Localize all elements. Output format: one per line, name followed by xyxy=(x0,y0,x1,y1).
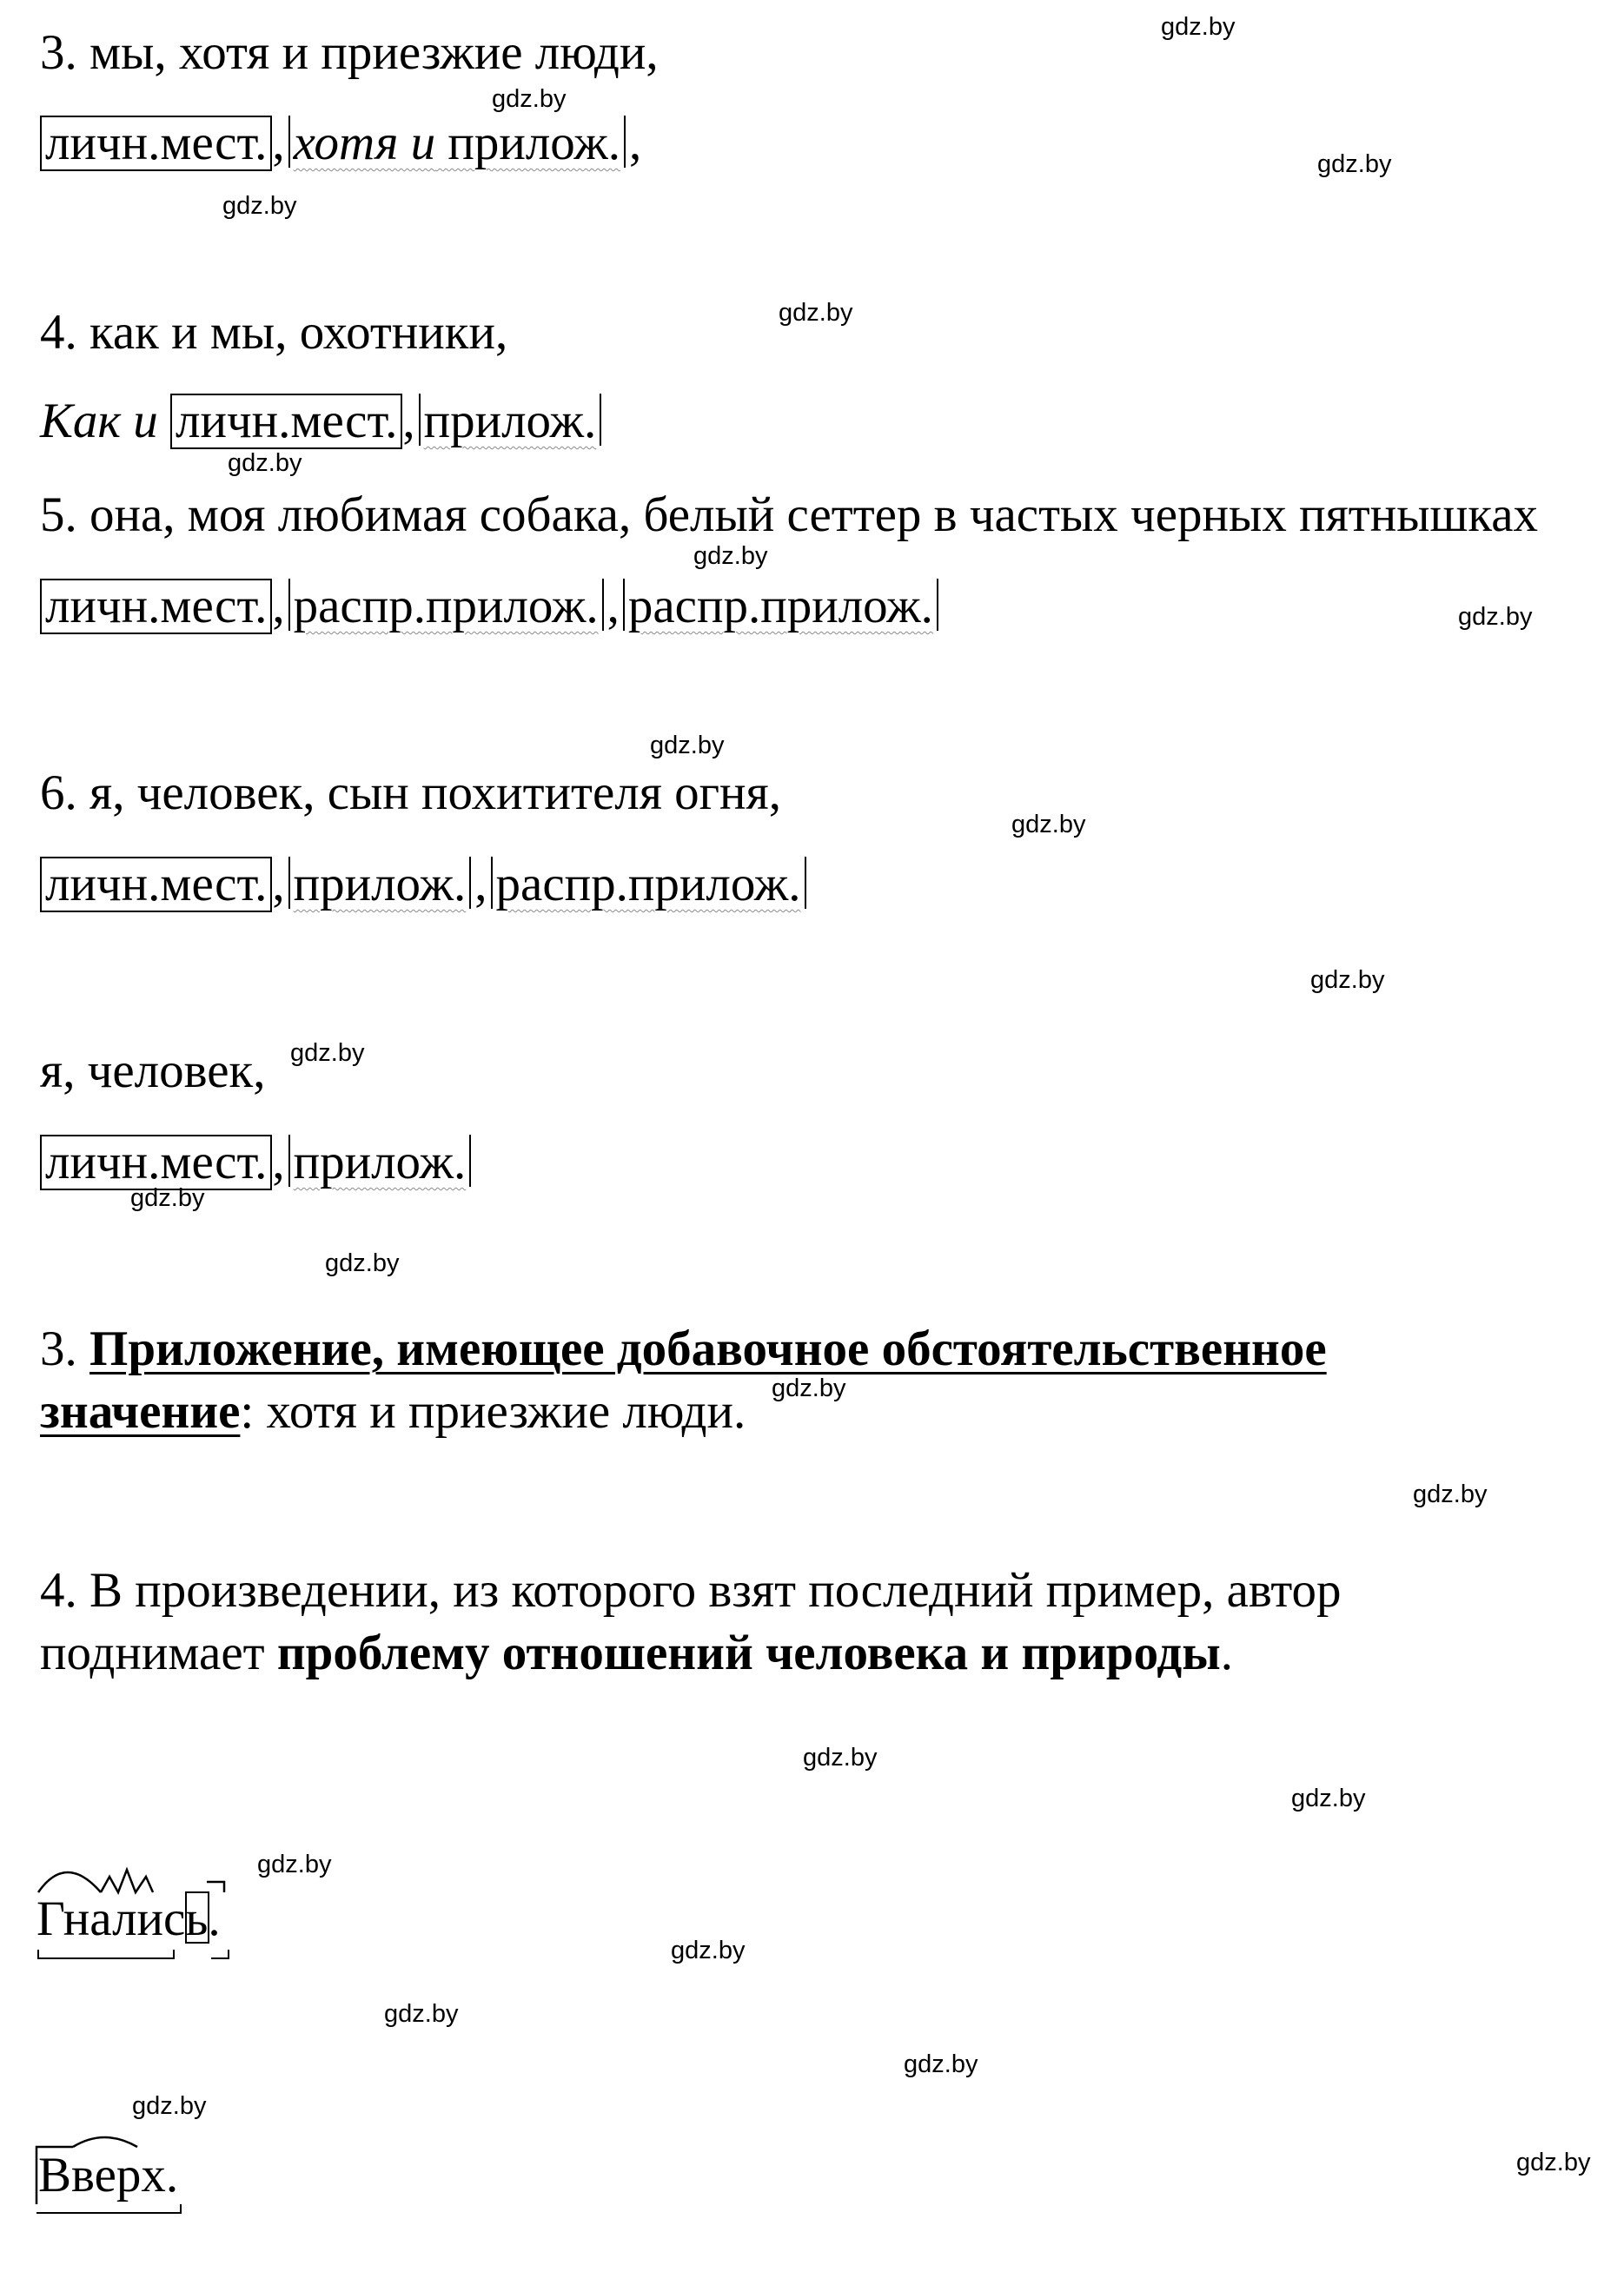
watermark: gdz.by xyxy=(290,1039,365,1067)
bar xyxy=(288,116,290,168)
comma: , xyxy=(629,116,642,170)
watermark: gdz.by xyxy=(671,1937,746,1964)
watermark: gdz.by xyxy=(1317,150,1392,178)
bar xyxy=(805,857,806,909)
item4-scheme xyxy=(40,393,605,450)
item3-line: 3. мы, хотя и приезжие люди, xyxy=(40,25,659,80)
appositive-label: прилож. xyxy=(423,394,597,448)
comma: , xyxy=(272,116,285,170)
watermark: gdz.by xyxy=(803,1744,878,1772)
answer-bold: проблему отношений человека и природы xyxy=(276,1626,1221,1680)
item3-scheme xyxy=(40,115,641,172)
watermark: gdz.by xyxy=(779,299,853,327)
item6b-line: я, человек, xyxy=(40,1043,266,1098)
watermark: gdz.by xyxy=(1291,1785,1366,1812)
parsed-word: Вверх. xyxy=(38,2148,179,2202)
item5-line: 5. она, моя любимая собака, белый сеттер в частых черных пятнышках xyxy=(40,487,1539,542)
watermark: gdz.by xyxy=(772,1374,846,1402)
watermark: gdz.by xyxy=(1516,2149,1591,2176)
bar xyxy=(937,579,938,631)
answer-text: . xyxy=(1220,1626,1234,1680)
appositive-label: распр.прилож. xyxy=(293,579,599,633)
answer4-line1: 4. В произведении, из которого взят последний пример, автор xyxy=(40,1563,1342,1618)
watermark: gdz.by xyxy=(1413,1480,1488,1508)
item6-line: 6. я, человек, сын похитителя огня, xyxy=(40,765,782,820)
watermark: gdz.by xyxy=(1011,811,1086,838)
parsed-word: Гнались. xyxy=(36,1891,221,1946)
bar xyxy=(419,394,421,446)
answer4-line2 xyxy=(40,1625,1233,1682)
watermark: gdz.by xyxy=(222,192,297,220)
item5-scheme xyxy=(40,578,942,635)
italic-conjunction: хотя и xyxy=(293,116,436,170)
pronoun-box: личн.мест. xyxy=(40,857,272,912)
morpheme-parse-2 xyxy=(33,2124,224,2220)
morpheme-parse-1 xyxy=(33,1851,242,1964)
watermark: gdz.by xyxy=(1161,13,1236,41)
appositive-label: распр.прилож. xyxy=(627,579,933,633)
item4-line: 4. как и мы, охотники, xyxy=(40,305,508,360)
bar xyxy=(623,579,625,631)
comma: , xyxy=(402,394,415,448)
watermark: gdz.by xyxy=(693,542,768,570)
comma: , xyxy=(607,579,620,633)
watermark: gdz.by xyxy=(132,2092,207,2120)
comma: , xyxy=(272,579,285,633)
pronoun-box: личн.мест. xyxy=(40,116,272,171)
comma: , xyxy=(272,1135,285,1189)
bar xyxy=(600,394,601,446)
item6-scheme xyxy=(40,856,810,913)
watermark: gdz.by xyxy=(1458,603,1533,631)
appositive-label: прилож. xyxy=(435,116,621,170)
pronoun-box: личн.мест. xyxy=(40,579,272,634)
answer-text: : хотя и приезжие люди. xyxy=(240,1384,746,1439)
comma: , xyxy=(474,857,487,911)
answer-number: 3. xyxy=(40,1321,77,1376)
watermark: gdz.by xyxy=(325,1249,400,1277)
bar xyxy=(288,579,290,631)
appositive-label: прилож. xyxy=(293,1135,467,1189)
pronoun-box: личн.мест. xyxy=(40,1135,272,1190)
bar xyxy=(288,857,290,909)
bar xyxy=(602,579,604,631)
bar xyxy=(624,116,626,168)
answer-heading-end: значение xyxy=(40,1384,241,1439)
answer-text: поднимает xyxy=(40,1626,277,1680)
appositive-label: распр.прилож. xyxy=(495,857,801,911)
watermark: gdz.by xyxy=(257,1851,332,1878)
answer3-line2 xyxy=(40,1383,746,1441)
watermark: gdz.by xyxy=(384,2000,459,2028)
bar xyxy=(469,857,471,909)
watermark: gdz.by xyxy=(904,2050,978,2078)
answer-heading: Приложение, имеющее добавочное обстоятельственное xyxy=(89,1321,1327,1376)
watermark: gdz.by xyxy=(1310,966,1385,994)
bar xyxy=(288,1135,290,1187)
watermark: gdz.by xyxy=(650,732,725,759)
bar xyxy=(469,1135,471,1187)
italic-conjunction: Как и xyxy=(40,394,158,448)
item6b-scheme xyxy=(40,1134,474,1191)
watermark: gdz.by xyxy=(492,85,567,113)
answer3-line1 xyxy=(40,1321,1327,1378)
watermark: gdz.by xyxy=(130,1184,205,1212)
pronoun-box: личн.мест. xyxy=(170,394,402,449)
bar xyxy=(491,857,493,909)
appositive-label: прилож. xyxy=(293,857,467,911)
watermark: gdz.by xyxy=(228,449,302,477)
comma: , xyxy=(272,857,285,911)
